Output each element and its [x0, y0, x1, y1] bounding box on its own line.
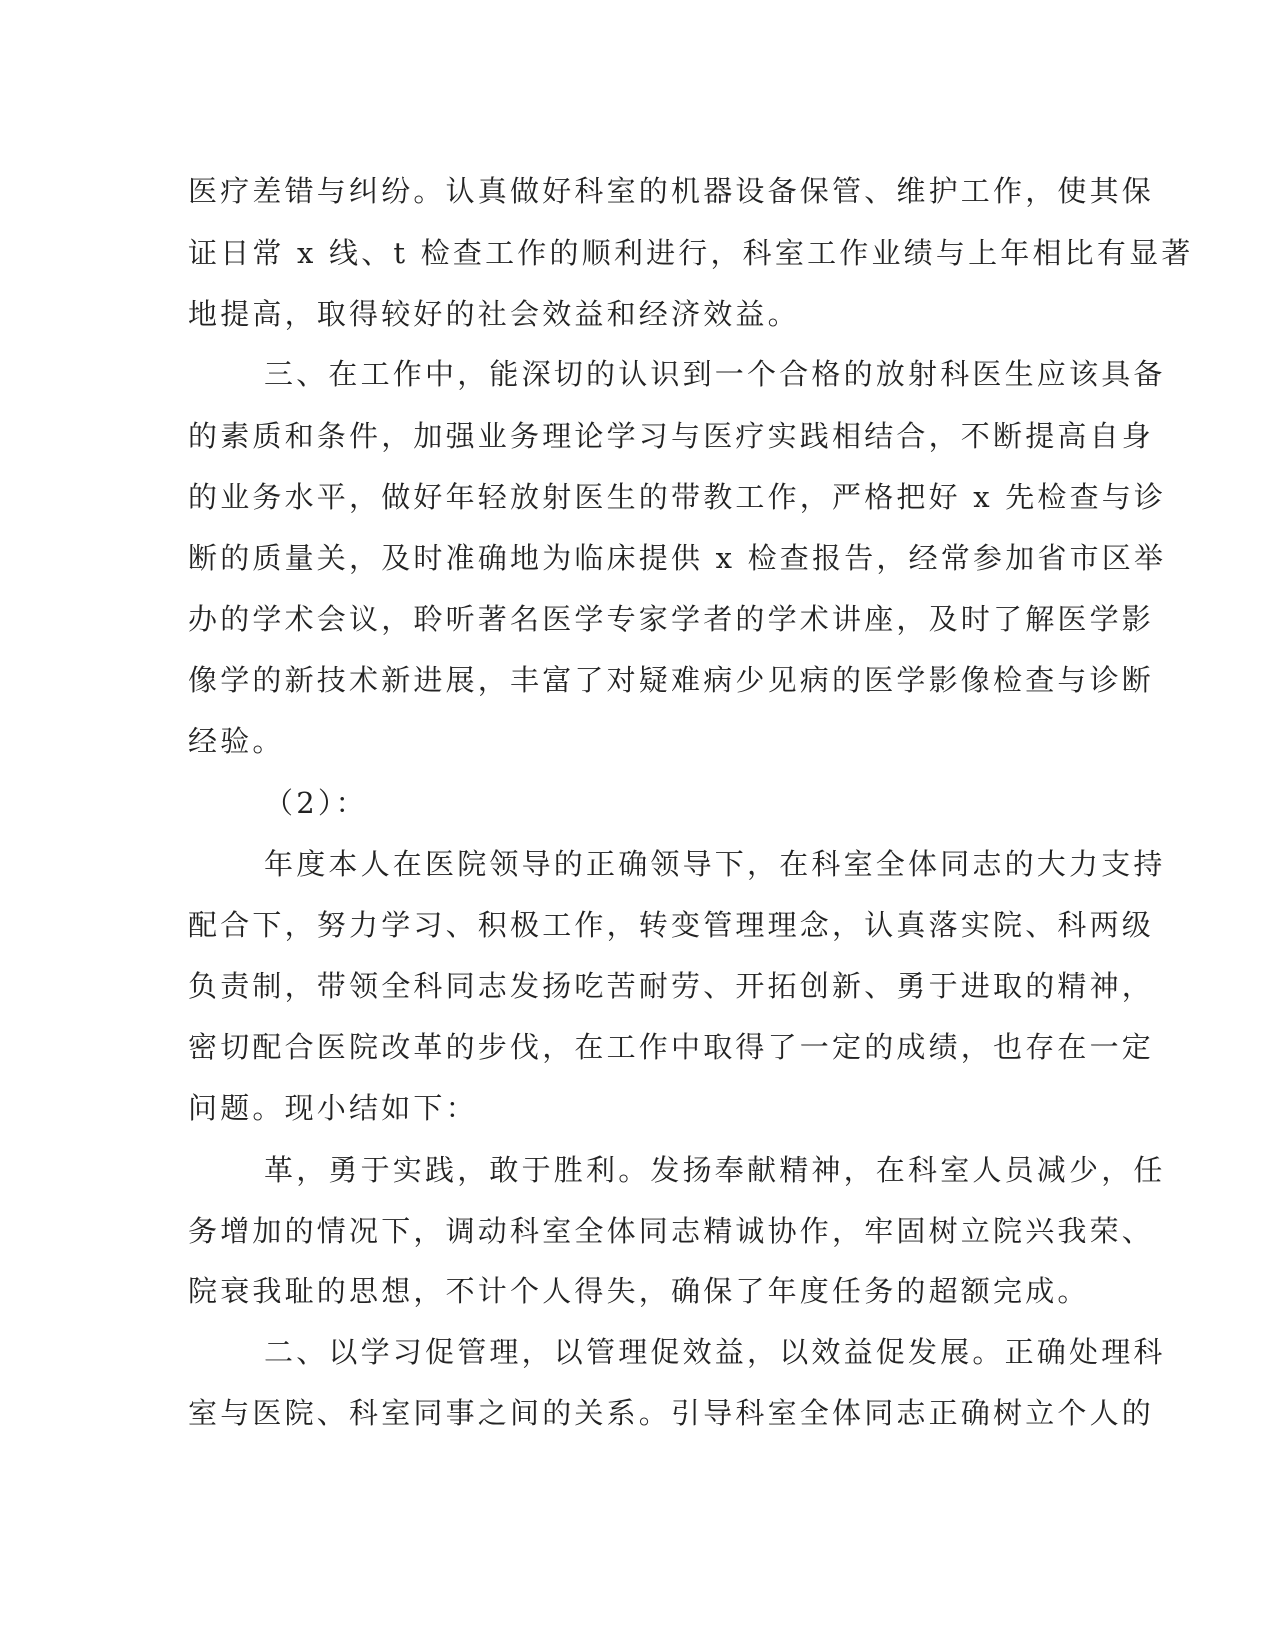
text-line: 地提高，取得较好的社会效益和经济效益。 [188, 297, 800, 331]
paragraph-first-line: 年度本人在医院领导的正确领导下，在科室全体同志的大力支持 [264, 847, 1166, 881]
text-line: 问题。现小结如下： [188, 1091, 478, 1125]
text-line: 断的质量关，及时准确地为临床提供 x 检查报告，经常参加省市区举 [188, 541, 1167, 575]
text-line: 负责制，带领全科同志发扬吃苦耐劳、开拓创新、勇于进取的精神， [188, 969, 1155, 1003]
text-line: 医疗差错与纠纷。认真做好科室的机器设备保管、维护工作，使其保 [188, 174, 1155, 208]
text-line: 经验。 [188, 724, 285, 758]
paragraph-first-line: 三、在工作中，能深切的认识到一个合格的放射科医生应该具备 [264, 357, 1166, 391]
text-line: 配合下，努力学习、积极工作，转变管理理念，认真落实院、科两级 [188, 908, 1155, 942]
text-line: 办的学术会议，聆听著名医学专家学者的学术讲座，及时了解医学影 [188, 602, 1155, 636]
text-line: 的素质和条件，加强业务理论学习与医疗实践相结合，不断提高自身 [188, 419, 1155, 453]
text-line: 密切配合医院改革的步伐，在工作中取得了一定的成绩，也存在一定 [188, 1030, 1155, 1064]
paragraph-first-line: 二、以学习促管理，以管理促效益，以效益促发展。正确处理科 [264, 1335, 1166, 1369]
paragraph-first-line: 革，勇于实践，敢于胜利。发扬奉献精神，在科室人员减少，任 [264, 1153, 1166, 1187]
text-line: 的业务水平，做好年轻放射医生的带教工作，严格把好 x 先检查与诊 [188, 480, 1167, 514]
text-line: 室与医院、科室同事之间的关系。引导科室全体同志正确树立个人的 [188, 1396, 1155, 1430]
text-line: 务增加的情况下，调动科室全体同志精诚协作，牢固树立院兴我荣、 [188, 1214, 1155, 1248]
text-line: 像学的新技术新进展，丰富了对疑难病少见病的医学影像检查与诊断 [188, 663, 1155, 697]
section-marker: （2）： [264, 786, 368, 820]
text-line: 证日常 x 线、t 检查工作的顺利进行，科室工作业绩与上年相比有显著 [188, 236, 1194, 270]
text-line: 院衰我耻的思想，不计个人得失，确保了年度任务的超额完成。 [188, 1274, 1090, 1308]
